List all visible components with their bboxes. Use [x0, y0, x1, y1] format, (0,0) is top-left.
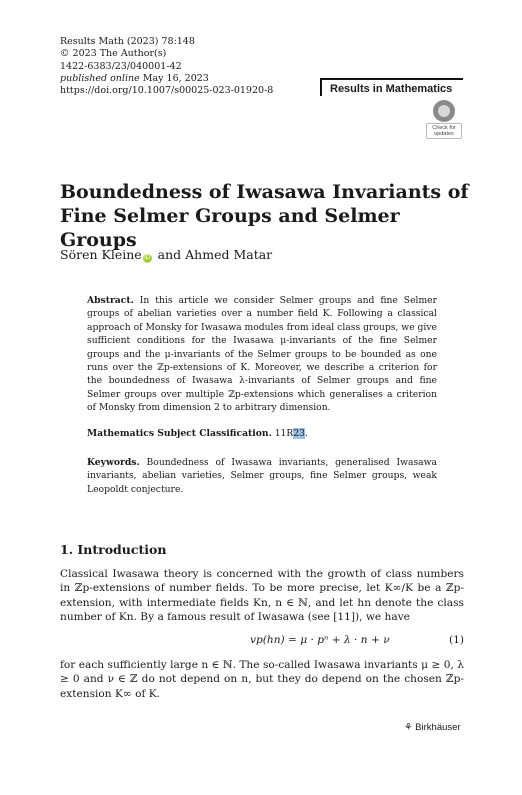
msc-value: 11R	[274, 428, 294, 439]
published-line	[60, 73, 273, 85]
abstract	[87, 294, 437, 415]
author-second: Ahmed Matar	[185, 247, 273, 262]
msc-label: Mathematics Subject Classification.	[87, 428, 272, 439]
publisher-name: Birkhäuser	[415, 722, 461, 733]
doi-link[interactable]: https://doi.org/10.1007/s00025-023-01920-8	[60, 85, 274, 97]
msc-period: .	[305, 428, 308, 439]
published-label: published online	[60, 72, 140, 84]
equation: vp(hn) = μ · pⁿ + λ · n + ν	[250, 634, 390, 646]
author-first: Sören Kleine	[60, 247, 142, 262]
keywords	[87, 456, 437, 496]
journal-reference: Results Math (2023) 78:148	[60, 36, 195, 47]
section-heading: 1. Introduction	[60, 542, 167, 557]
abstract-label: Abstract.	[87, 295, 134, 306]
intro-paragraph-2: for each sufficiently large n ∈ ℕ. The so-called Iwasawa invariants μ ≥ 0, λ ≥ 0 and ν ∈ ℤ do not depend on n, but they do depend on the chosen ℤp-extension K∞ of K.	[60, 659, 464, 700]
article-metadata	[60, 36, 273, 97]
check-for-updates-badge[interactable]	[426, 100, 462, 136]
orcid-icon[interactable]: iD	[144, 255, 150, 261]
check-for-updates-icon	[433, 100, 455, 122]
issn-line: 1422-6383/23/040001-42	[60, 60, 182, 72]
published-date: May 16, 2023	[142, 72, 209, 84]
msc-highlight: 23	[293, 428, 306, 439]
msc-classification	[87, 428, 308, 439]
copyright-line: © 2023 The Author(s)	[60, 48, 167, 60]
abstract-text: In this article we consider Selmer groups and fine Selmer groups of abelian varieties over a number field K. Following a classical approach of Monsky for Iwasawa modules from ideal class groups, we give sufficient conditions for the Iwasawa μ-invariants of the fine Selmer groups and the μ-invariants of the Selmer groups to be bounded as one runs over the ℤp-extensions of K. Moreover, we describe a criterion for the boundedness of Iwasawa λ-invariants of Selmer groups and fine Selmer groups over multiple ℤp-extensions which generalises a criterion of Monsky from dimension 2 to arbitrary dimension.	[87, 295, 438, 414]
journal-name-box: Results in Mathematics	[320, 78, 463, 96]
keywords-label: Keywords.	[87, 457, 140, 468]
keywords-text: Boundedness of Iwasawa invariants, generalised Iwasawa invariants, abelian varieties, Selmer groups, fine Selmer groups, weak Leopoldt conjecture.	[87, 457, 437, 495]
equation-number: (1)	[448, 634, 464, 646]
paper-title: Boundedness of Iwasawa Invariants of Fine Selmer Groups and Selmer Groups	[60, 181, 469, 251]
check-for-updates-label: Check for updates	[426, 123, 462, 139]
equation-line	[60, 634, 464, 648]
author-conjunction: and	[157, 247, 182, 262]
author-line	[60, 247, 272, 263]
intro-paragraph-1: Classical Iwasawa theory is concerned with the growth of class numbers in ℤp-extensions of number fields. To be more precise, let K∞/K be a ℤp-extension, with intermediate fields Kn, n ∈ ℕ, and let hn denote the class number of Kn. By a famous result of Iwasawa (see [11]), we have	[60, 568, 464, 624]
publisher-logo	[404, 722, 461, 733]
publisher-icon: ⚘	[404, 722, 413, 733]
